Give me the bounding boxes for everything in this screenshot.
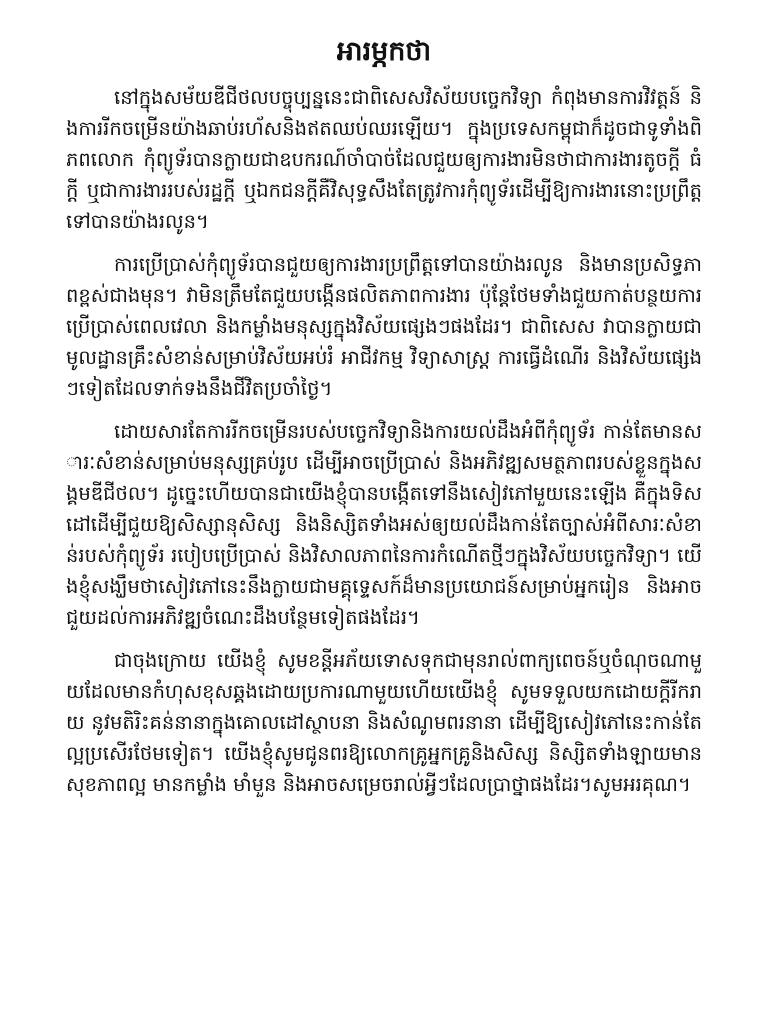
document-title: អារម្ភកថា: [336, 36, 432, 67]
paragraph-1: នៅក្នុងសម័យឌីជីថលបច្ចុប្បន្ននេះជាពិសេសវិស័យបច្ចេកវិទ្យា កំពុងមានការវិវត្តន៍ និងការរីកចម្រើនយ៉ាងឆាប់រហ័សនិងឥតឈប់ឈរឡើយ។ ក្នុងប្រទេសកម្ពុជាក៏ដូចជាទូទាំងពិភពលោក កុំព្យូទ័របានក្លាយជាឧបករណ៍ចាំបាច់ដែលជួយឲ្យការងារមិនថាជាការងារតូចក្តី ធំក្តី ឬជាការងាររបស់រដ្ឋក្តី ឬឯកជនក្តីគឺវិសុទ្ធសឹងតែត្រូវការកុំព្យូទ័រដើម្បីឱ្យការងារនោះប្រព្រឹត្តទៅបានយ៉ាងរលូន។: [66, 86, 702, 233]
paragraph-4: ជាចុងក្រោយ យើងខ្ញុំ សូមខន្តីអភ័យទោសទុកជាមុនរាល់ពាក្យពេចន៍ឬចំណុចណាមួយដែលមានកំហុសខុសឆ្គងដោយប្រការណាមួយហើយយើងខ្ញុំ សូមទទួលយកដោយក្តីរីករាយ នូវមតិរិះគន់នានាក្នុងគោលដៅស្ថាបនា និងសំណូមពរនានា ដើម្បីឱ្យសៀវភៅនេះកាន់តែល្អប្រសើរថែមទៀត។ យើងខ្ញុំសូមជូនពរឱ្យលោកគ្រូអ្នកគ្រូនិងសិស្ស និស្សិតទាំងឡាយមានសុខភាពល្អ មានកម្លាំង មាំមួន និងអាចសម្រេចរាល់អ្វីៗដែលប្រាថ្នាផងដែរ។សូមអរគុណ។: [66, 649, 702, 796]
paragraph-3: ដោយសារតែការរីកចម្រើនរបស់បច្ចេកវិទ្យានិងការយល់ដឹងអំពីកុំព្យូទ័រ កាន់តែមានសារៈសំខាន់សម្រាប់មនុស្សគ្រប់រូប ដើម្បីអាចប្រើប្រាស់ និងអភិវឌ្ឍសមត្ថភាពរបស់ខ្លួនក្នុងសង្គមឌីជីថល។ ដូច្នេះហើយបានជាយើងខ្ញុំបានបង្កើតទៅនឹងសៀវភៅមួយនេះឡើង គឺក្នុងទិសដៅដើម្បីជួយឱ្យសិស្សានុសិស្ស និងនិស្សិតទាំងអស់ឲ្យយល់ដឹងកាន់តែច្បាស់អំពីសារៈសំខាន់របស់កុំព្យូទ័រ របៀបប្រើប្រាស់ និងវិសាលភាពនៃការកំណើតថ្មីៗក្នុងវិស័យបច្ចេកវិទ្យា។ យើងខ្ញុំសង្ឃឹមថាសៀវភៅនេះនឹងក្លាយជាមគ្គុទ្ទេសក៍ដ៏មានប្រយោជន៍សម្រាប់អ្នករៀន និងអាចជួយដល់ការអភិវឌ្ឍចំណេះដឹងបន្ថែមទៀតផងដែរ។: [66, 420, 702, 629]
paragraph-2: ការប្រើប្រាស់កុំព្យូទ័របានជួយឲ្យការងារប្រព្រឹត្តទៅបានយ៉ាងរលូន និងមានប្រសិទ្ធភាពខ្ពស់ជាងមុន។ វាមិនត្រឹមតែជួយបង្កើនផលិតភាពការងារ ប៉ុន្តែថែមទាំងជួយកាត់បន្ថយការប្រើប្រាស់ពេលវេលា និងកម្លាំងមនុស្សក្នុងវិស័យផ្សេងៗផងដែរ។ ជាពិសេស វាបានក្លាយជាមូលដ្ឋានគ្រឹះសំខាន់សម្រាប់វិស័យអប់រំ អាជីវកម្ម វិទ្យាសាស្ត្រ ការធ្វើដំណើរ និងវិស័យផ្សេងៗទៀតដែលទាក់ទងនឹងជីវិតប្រចាំថ្ងៃ។: [66, 253, 702, 400]
